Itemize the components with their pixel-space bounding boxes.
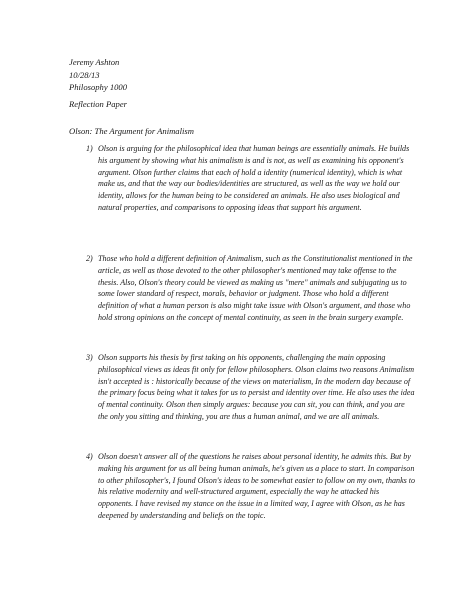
list-item-text: Olson doesn't answer all of the questions he raises about personal identity, he admits this. But by making his argument for us all being human animals, he's given us a place to start. In comparison to other philosopher's, I found Olson's ideas to be somewhat easier to follow on my own, thanks to his relative modernity and well-structured argument, especially the way he attacked his opponents. I have revised my stance on the issue in a limited way, I agree with Olson, as he has deepened by understanding and beliefs on the topic. bbox=[98, 452, 416, 520]
list-item-number: 1) bbox=[86, 144, 93, 153]
author-name: Jeremy Ashton bbox=[69, 57, 120, 67]
list-item bbox=[86, 352, 416, 423]
document-subject: Olson: The Argument for Animalism bbox=[69, 126, 194, 136]
list-item bbox=[86, 253, 416, 324]
document-date: 10/28/13 bbox=[69, 69, 100, 80]
list-item-text: Olson supports his thesis by first taking on his opponents, challenging the main opposing philosophical views as ideas fit only for fellow philosophers. Olson claims two reasons Animalism isn't accepted is : historically because of the views on materialism, In the modern day because of the primary focus being what it takes for us to persist and identity over time. He also uses the idea of mental continuity. Olson then simply argues: because you can sit, you can think, and you are the only you sitting and thinking, you are thus a human animal, and we are all animals. bbox=[98, 353, 415, 421]
list-item-number: 3) bbox=[86, 353, 93, 362]
list-item bbox=[86, 451, 416, 522]
document-type: Reflection Paper bbox=[69, 99, 127, 109]
document-header bbox=[69, 56, 127, 94]
list-item-number: 2) bbox=[86, 254, 93, 263]
list-item bbox=[86, 143, 416, 214]
list-item-number: 4) bbox=[86, 452, 93, 461]
course-name: Philosophy 1000 bbox=[69, 82, 128, 93]
list-item-text: Olson is arguing for the philosophical idea that human beings are essentially animals. He builds his argument by showing what his animalism is and is not, as well as examining his opponent's argument. Olson further claims that each of hold a identity (numerical identity), which is what make us, and that the way our bodies/identities are structured, as well as the way we hold our identity, allows for the human being to be considered an animals. He also uses biological and natural properties, and comparisons to opposing ideas that support his argument. bbox=[98, 144, 410, 212]
list-item-text: Those who hold a different definition of Animalism, such as the Constitutionalist mentioned in the article, as well as those devoted to the other philosopher's mentioned may take offense to the thesis. Also, Olson's theory could be viewed as making us "mere" animals and subjugating us to some lower standard of respect, morals, behavior or judgment. Those who hold a different definition of what a human person is also might take issue with Olson's argument, and those who hold strong opinions on the concept of mental continuity, as seen in the brain surgery example. bbox=[98, 254, 413, 322]
